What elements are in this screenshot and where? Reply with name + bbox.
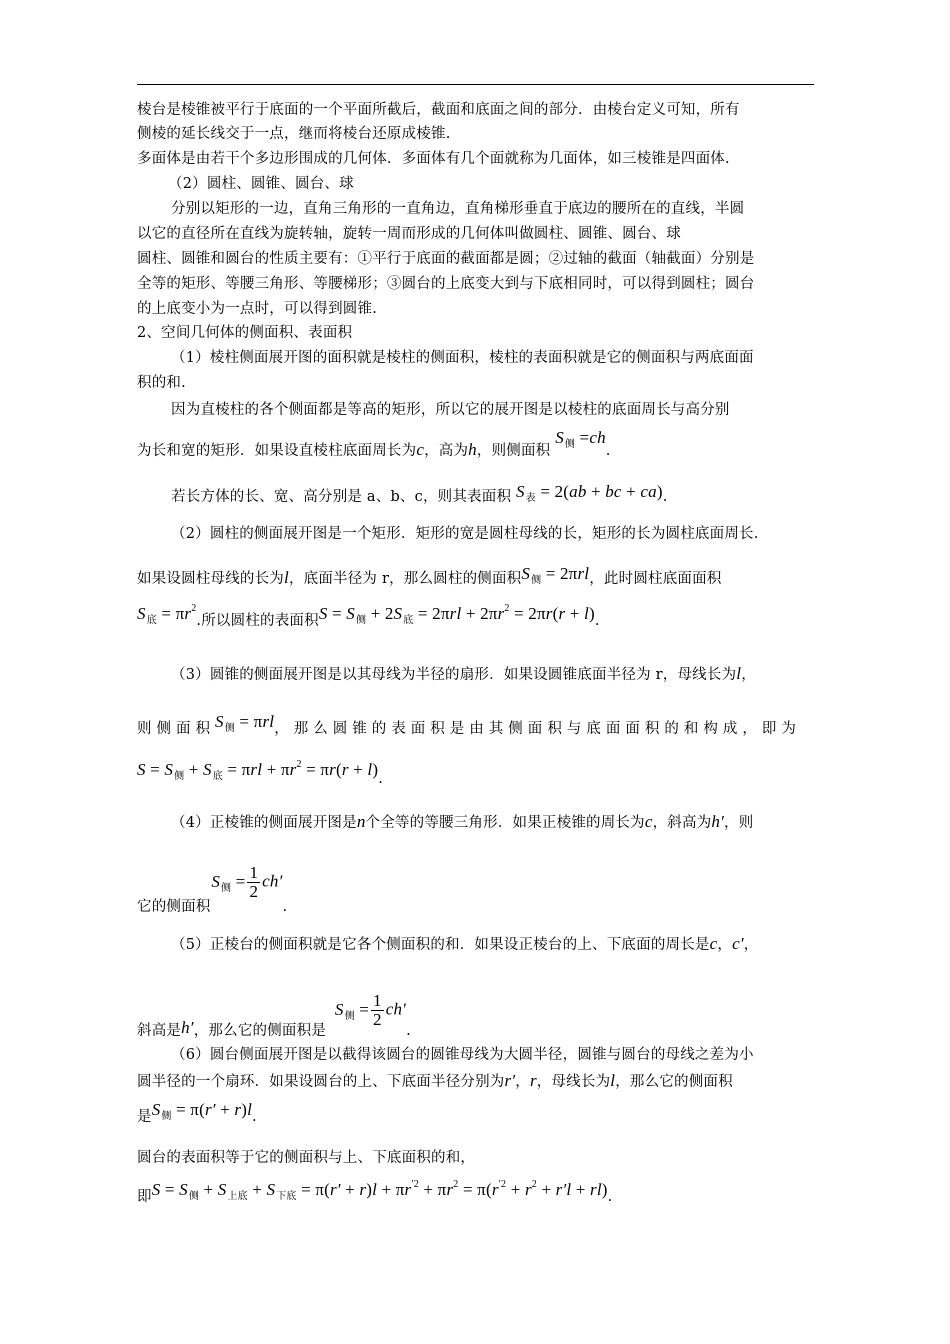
paragraph-line: （3）圆锥的侧面展开图是以其母线为半径的扇形．如果设圆锥底面半径为 r，母线长为l， <box>171 664 756 683</box>
paragraph-line: 则 侧 面 积 $S_侧 = \pi rl$， 那 么 圆 锥 的 表 面 积 是 由 其 侧 面 积 与 底 面 面 积 的 和 构 成 ， 即 为 <box>137 712 797 737</box>
formula-frustum-lateral-area: $S_侧 = \pi(r' + r)l$ <box>151 1100 253 1122</box>
formula-line: $S = S_侧 + S_底 = \pi rl + \pi r^2 = \pi r(r + l)$. <box>137 759 383 787</box>
paragraph-line: 是$S_侧 = \pi(r' + r)l$. <box>137 1100 257 1125</box>
paragraph-line: 如果设圆柱母线的长为l，底面半径为 r，那么圆柱的侧面积$S_侧 = 2\pi rl$，此时圆柱底面面积 <box>137 564 722 587</box>
paragraph-line: 因为直棱柱的各个侧面都是等高的矩形，所以它的展开图是以棱柱的底面周长与高分别 <box>171 402 730 418</box>
paragraph-line: （6）圆台侧面展开图是以截得该圆台的圆锥母线为大圆半径，圆锥与圆台的母线之差为小 <box>171 1047 754 1063</box>
paragraph-line: 棱台是棱锥被平行于底面的一个平面所截后，截面和底面之间的部分．由棱台定义可知，所有 <box>137 102 740 118</box>
formula-lateral-prism: $S_侧 =ch$. <box>555 428 611 459</box>
formula-cylinder-base: $S_底 = \pi r^2$ <box>137 603 197 626</box>
paragraph-line: 圆半径的一个扇环．如果设圆台的上、下底面半径分别为r′，r，母线长为l，那么它的侧面积 <box>137 1071 733 1090</box>
paragraph-line: （5）正棱台的侧面积就是它各个侧面积的和．如果设正棱台的上、下底面的周长是c，c′， <box>171 934 759 953</box>
formula-cuboid-surface: $S_表 = 2(ab$ + bc + ca). <box>515 482 668 505</box>
paragraph-line: （1）棱柱侧面展开图的面积就是棱柱的侧面积，棱柱的表面积就是它的侧面积与两底面面 <box>171 350 754 366</box>
header-rule <box>137 84 814 85</box>
formula-cone-surface: $S = S_侧 + S_底 = \pi rl + \pi r^2 = \pi r(r + l)$ <box>137 759 379 782</box>
formula-frustum-surface: $S = S_侧 + S_{上底} + S_{下底} = \pi(r' + r)l + \pi r^{'2} + \pi r^2 = \pi(r^{'2} + r^2 + r'l + rl)$ <box>151 1179 608 1202</box>
paragraph-line: 即$S = S_侧 + S_{上底} + S_{下底} = \pi(r' + r)l + \pi r^{'2} + \pi r^2 = \pi(r^{'2} + r^2 + r'l + rl)$. <box>137 1179 613 1205</box>
paragraph-line: （2）圆柱的侧面展开图是一个矩形．矩形的宽是圆柱母线的长，矩形的长为圆柱底面周长. <box>171 526 759 542</box>
section-heading: 2、空间几何体的侧面积、表面积 <box>137 325 353 341</box>
paragraph-line: 积的和. <box>137 375 186 391</box>
paragraph-line: 它的侧面积 $S_侧$ = $\frac{1}{2}$ ch′. <box>137 863 288 915</box>
formula-pyramid-lateral: $S_侧$ = $\frac{1}{2}$ ch′ <box>211 863 283 901</box>
formula-cylinder-surface: $S = S_侧 + 2S_底 = 2\pi rl + 2\pi r^2 = 2\pi r(r + l)$ <box>318 603 595 626</box>
paragraph-line: 为长和宽的矩形．如果设直棱柱底面周长为c，高为h，则侧面积 $S_侧 =ch$. <box>137 428 611 459</box>
formula-cylinder-lateral: $S_侧 = 2\pi rl$ <box>521 564 590 586</box>
paragraph-line: 圆台的表面积等于它的侧面积与上、下底面积的和， <box>137 1150 476 1166</box>
paragraph-line: 全等的矩形、等腰三角形、等腰梯形；③圆台的上底变大到与下底相同时，可以得到圆柱；圆台 <box>137 276 755 292</box>
paragraph-line: 以它的直径所在直线为旋转轴，旋转一周而形成的几何体叫做圆柱、圆锥、圆台、球 <box>137 226 681 242</box>
formula-frustum-lateral: $S_侧$ = $\frac{1}{2}$ ch′ <box>334 991 407 1029</box>
paragraph-line: 多面体是由若干个多边形围成的几何体．多面体有几个面就称为几面体，如三棱锥是四面体. <box>137 151 730 167</box>
paragraph-line: $S_底 = \pi r^2$.所以圆柱的表面积$S = S_侧 + 2S_底 = 2\pi rl + 2\pi r^2 = 2\pi r(r + l)$. <box>137 603 600 629</box>
formula-cone-lateral: $S_侧 = \pi rl$ <box>215 712 275 734</box>
paragraph-line: 圆柱、圆锥和圆台的性质主要有：①平行于底面的截面都是圆；②过轴的截面（轴截面）分别是 <box>137 251 755 267</box>
paragraph-line: 的上底变小为一点时，可以得到圆锥. <box>137 301 378 317</box>
subsection-heading: （2）圆柱、圆锥、圆台、球 <box>168 176 354 192</box>
paragraph-line: （4）正棱锥的侧面展开图是n个全等的等腰三角形．如果正棱锥的周长为c，斜高为h′，则 <box>171 812 754 831</box>
paragraph-line: 斜高是h′，那么它的侧面积是 $S_侧$ = $\frac{1}{2}$ ch′. <box>137 991 411 1039</box>
paragraph-line: 若长方体的长、宽、高分别是 a、b、c，则其表面积 $S_表 = 2(ab$ + bc + ca). <box>171 482 668 505</box>
paragraph-line: 分别以矩形的一边，直角三角形的一直角边，直角梯形垂直于底边的腰所在的直线，半圆 <box>171 201 745 217</box>
paragraph-line: 侧棱的延长线交于一点，继而将棱台还原成棱锥. <box>137 126 451 142</box>
